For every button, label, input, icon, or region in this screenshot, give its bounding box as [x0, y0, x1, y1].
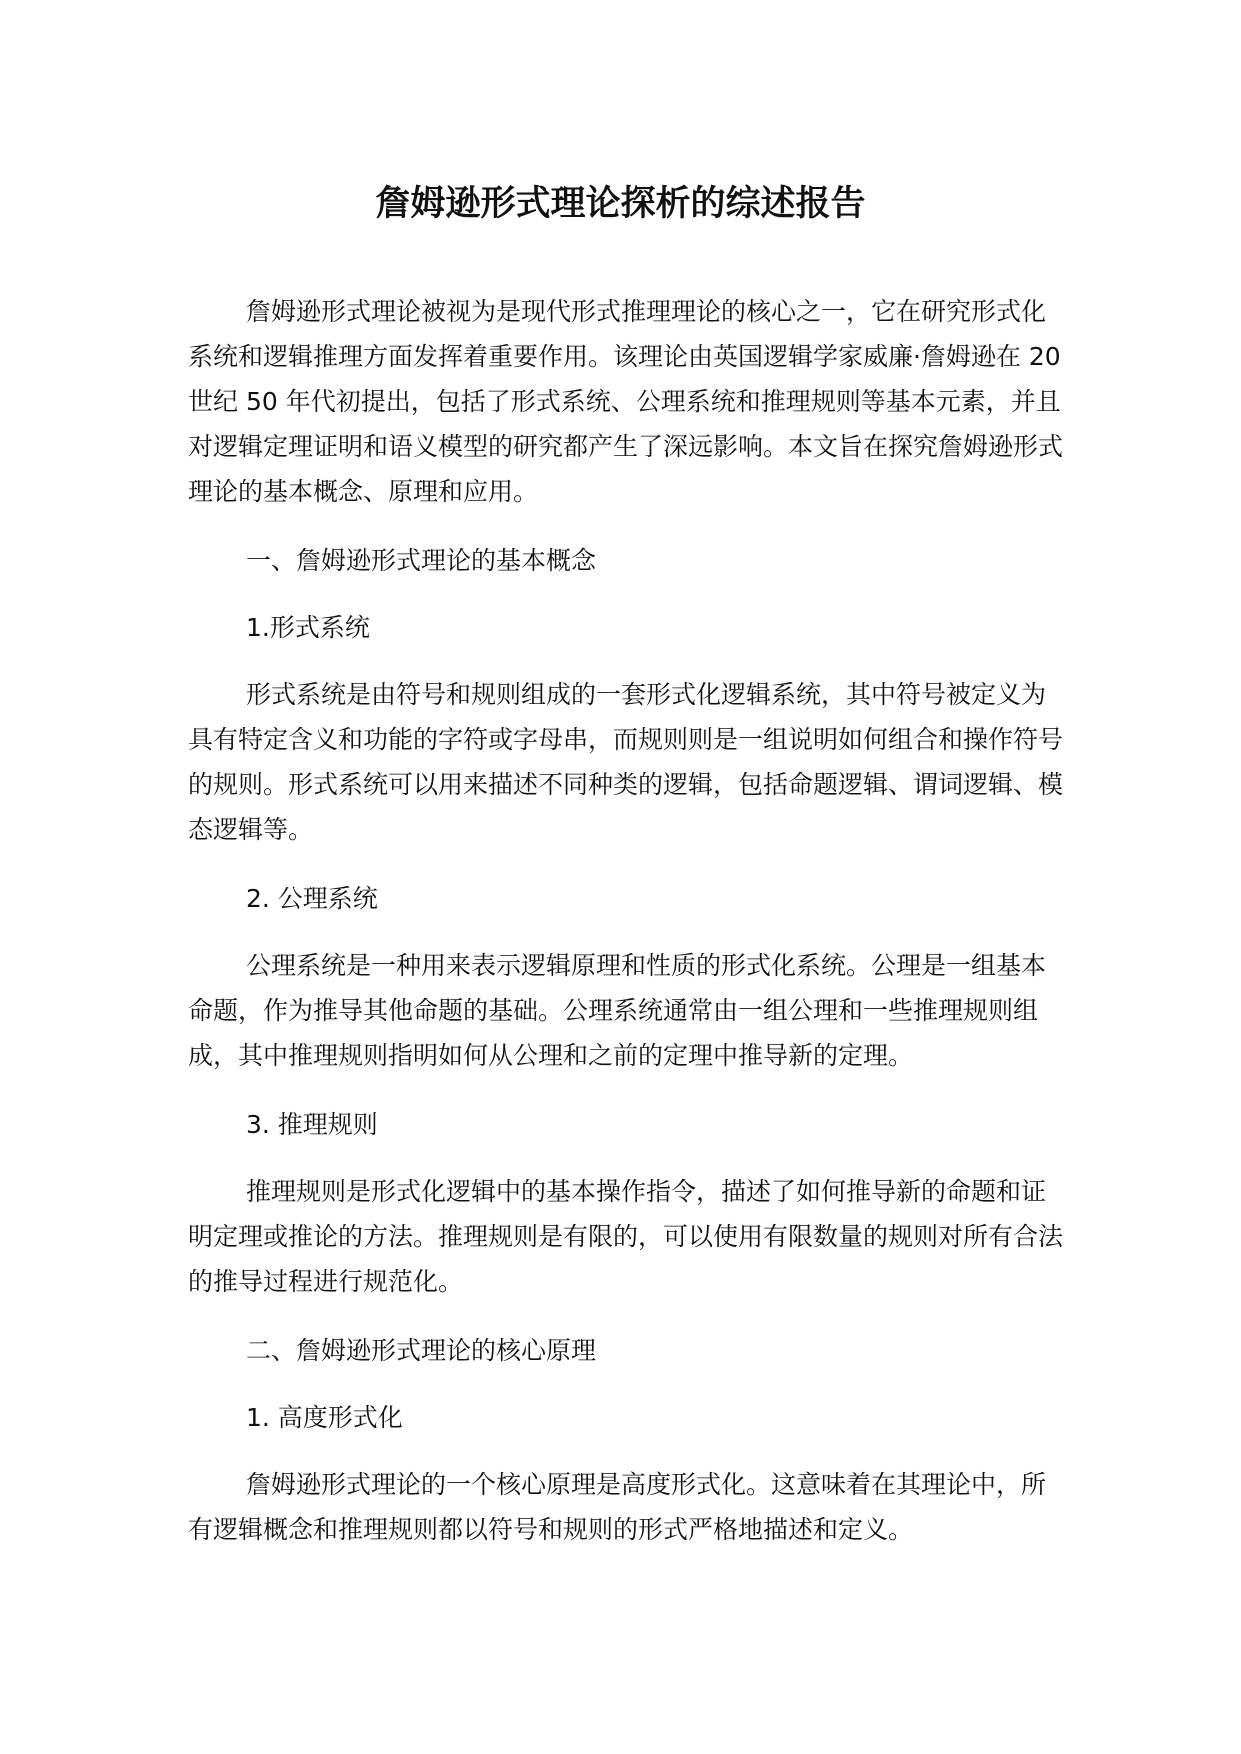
intro-paragraph: 詹姆逊形式理论被视为是现代形式推理理论的核心之一，它在研究形式化系统和逻辑推理方面发挥着重要作用。该理论由英国逻辑学家威廉·詹姆逊在 20 世纪 50 年代初提出，包括了形式系统、公理系统和推理规则等基本元素，并且对逻辑定理证明和语义模型的研究都产生了深远影响。本文旨在探究詹姆逊形式理论的基本概念、原理和应用。 — [188, 297, 1064, 506]
paragraph-high-formalization: 詹姆逊形式理论的一个核心原理是高度形式化。这意味着在其理论中，所有逻辑概念和推理规则都以符号和规则的形式严格地描述和定义。 — [188, 1470, 1047, 1544]
subheading-inference-rules: 3. 推理规则 — [246, 1110, 378, 1139]
document-title: 詹姆逊形式理论探析的综述报告 — [375, 184, 866, 224]
paragraph-inference-rules: 推理规则是形式化逻辑中的基本操作指令，描述了如何推导新的命题和证明定理或推论的方法。推理规则是有限的，可以使用有限数量的规则对所有合法的推导过程进行规范化。 — [188, 1177, 1064, 1296]
paragraph-axiom-system: 公理系统是一种用来表示逻辑原理和性质的形式化系统。公理是一组基本命题，作为推导其他命题的基础。公理系统通常由一组公理和一些推理规则组成，其中推理规则指明如何从公理和之前的定理中推导新的定理。 — [188, 951, 1047, 1070]
paragraph-formal-system: 形式系统是由符号和规则组成的一套形式化逻辑系统，其中符号被定义为具有特定含义和功能的字符或字母串，而规则则是一组说明如何组合和操作符号的规则。形式系统可以用来描述不同种类的逻辑，包括命题逻辑、谓词逻辑、模态逻辑等。 — [188, 680, 1064, 844]
section-heading-core-principles: 二、詹姆逊形式理论的核心原理 — [246, 1336, 597, 1365]
section-heading-basic-concepts: 一、詹姆逊形式理论的基本概念 — [246, 546, 597, 575]
subheading-formal-system: 1.形式系统 — [246, 613, 370, 642]
subheading-axiom-system: 2. 公理系统 — [246, 884, 378, 913]
subheading-high-formalization: 1. 高度形式化 — [246, 1403, 403, 1432]
document-body — [188, 289, 1065, 1576]
